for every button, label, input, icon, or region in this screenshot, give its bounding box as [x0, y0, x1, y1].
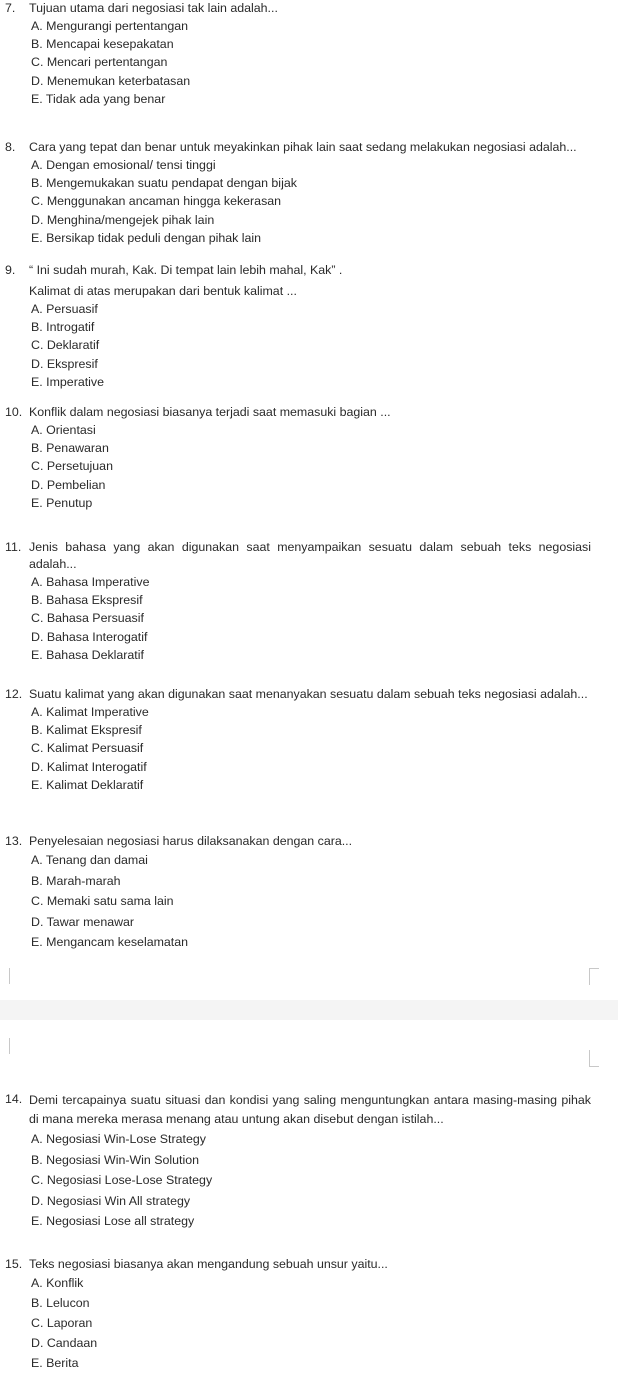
- option-e[interactable]: E. Bersikap tidak peduli dengan pihak lain: [31, 230, 262, 245]
- option-a[interactable]: A. Tenang dan damai: [31, 853, 148, 867]
- option-c[interactable]: C. Kalimat Persuasif: [31, 741, 144, 756]
- question-number: 11.: [5, 540, 22, 554]
- option-a[interactable]: A. Negosiasi Win-Lose Strategy: [31, 1132, 206, 1146]
- option-b[interactable]: B. Lelucon: [31, 1296, 90, 1310]
- option-list: [31, 156, 591, 247]
- question-number: 8.: [5, 140, 16, 154]
- option-a[interactable]: A. Bahasa Imperative: [31, 575, 150, 589]
- option-a[interactable]: A. Persuasif: [31, 302, 98, 316]
- question-14: [5, 1091, 591, 1232]
- option-a[interactable]: A. Orientasi: [31, 423, 96, 437]
- question-7: [5, 0, 591, 108]
- option-a[interactable]: A. Kalimat Imperative: [31, 705, 149, 719]
- question-text: Cara yang tepat dan benar untuk meyakinkan pihak lain saat sedang melakukan negosiasi adalah...: [29, 140, 577, 154]
- question-stem: [5, 0, 591, 17]
- question-stem: [5, 404, 591, 421]
- question-stem: [5, 686, 591, 703]
- option-e[interactable]: E. Penutup: [31, 495, 93, 510]
- option-c[interactable]: C. Mencari pertentangan: [31, 55, 168, 70]
- question-text: Tujuan utama dari negosiasi tak lain adalah...: [29, 1, 278, 15]
- question-9: [5, 262, 591, 391]
- option-b[interactable]: B. Kalimat Ekspresif: [31, 723, 142, 738]
- option-c[interactable]: C. Negosiasi Lose-Lose Strategy: [31, 1173, 213, 1187]
- crop-mark-bottom-left: [0, 1038, 10, 1054]
- option-c[interactable]: C. Menggunakan ancaman hingga kekerasan: [31, 194, 282, 209]
- option-c[interactable]: C. Bahasa Persuasif: [31, 611, 144, 626]
- option-list: [31, 1273, 591, 1373]
- option-d[interactable]: D. Kalimat Interogatif: [31, 759, 147, 774]
- option-d[interactable]: D. Bahasa Interogatif: [31, 629, 148, 644]
- option-e[interactable]: E. Mengancam keselamatan: [31, 935, 189, 949]
- question-number: 14.: [5, 1092, 23, 1106]
- question-stem: [5, 833, 591, 850]
- question-stem: [5, 539, 591, 573]
- option-d[interactable]: D. Tawar menawar: [31, 914, 135, 929]
- question-stem: [5, 1091, 591, 1129]
- option-c[interactable]: C. Persetujuan: [31, 459, 113, 474]
- option-d[interactable]: D. Candaan: [31, 1336, 98, 1350]
- question-text: Penyelesaian negosiasi harus dilaksanakan dengan cara...: [29, 834, 353, 848]
- option-d[interactable]: D. Menemukan keterbatasan: [31, 73, 191, 88]
- question-text: Teks negosiasi biasanya akan mengandung sebuah unsur yaitu...: [29, 1257, 388, 1271]
- question-number: 13.: [5, 834, 23, 848]
- option-d[interactable]: D. Pembelian: [31, 477, 106, 492]
- option-e[interactable]: E. Berita: [31, 1356, 79, 1370]
- option-d[interactable]: D. Negosiasi Win All strategy: [31, 1193, 191, 1208]
- option-a[interactable]: A. Dengan emosional/ tensi tinggi: [31, 158, 216, 172]
- question-8: [5, 139, 591, 247]
- option-list: [31, 1129, 591, 1232]
- option-list: [31, 573, 591, 664]
- question-number: 15.: [5, 1257, 23, 1271]
- option-list: [31, 703, 591, 794]
- option-a[interactable]: A. Konflik: [31, 1276, 84, 1290]
- question-number: 10.: [5, 405, 23, 419]
- question-number: 9.: [5, 263, 16, 277]
- question-12: [5, 686, 591, 794]
- option-e[interactable]: E. Bahasa Deklaratif: [31, 647, 144, 662]
- crop-mark-top-right: [589, 968, 599, 985]
- option-b[interactable]: B. Mencapai kesepakatan: [31, 37, 174, 52]
- option-e[interactable]: E. Negosiasi Lose all strategy: [31, 1214, 195, 1228]
- question-stem: [5, 139, 591, 156]
- question-10: [5, 404, 591, 512]
- option-b[interactable]: B. Mengemukakan suatu pendapat dengan bijak: [31, 176, 297, 191]
- option-list: [31, 300, 591, 391]
- page-break-band: [0, 1000, 618, 1020]
- option-e[interactable]: E. Tidak ada yang benar: [31, 91, 166, 106]
- option-list: [31, 421, 591, 512]
- question-11: [5, 539, 591, 664]
- option-b[interactable]: B. Negosiasi Win-Win Solution: [31, 1152, 200, 1167]
- crop-mark-top-left: [0, 968, 10, 984]
- question-text: Demi tercapainya suatu situasi dan kondisi yang saling menguntungkan antara masing-masing pihak di mana mereka merasa menang atau untung akan disebut dengan istilah...: [29, 1093, 591, 1126]
- question-text: Jenis bahasa yang akan digunakan saat menyampaikan sesuatu dalam sebuah teks negosiasi adalah...: [29, 540, 591, 571]
- option-e[interactable]: E. Kalimat Deklaratif: [31, 777, 144, 792]
- option-list: [31, 17, 591, 108]
- question-15: [5, 1256, 591, 1373]
- question-text: Konflik dalam negosiasi biasanya terjadi saat memasuki bagian ...: [29, 405, 391, 419]
- question-stem: [5, 262, 591, 279]
- option-b[interactable]: B. Introgatif: [31, 320, 95, 335]
- option-list: [31, 850, 591, 953]
- question-text: Suatu kalimat yang akan digunakan saat menanyakan sesuatu dalam sebuah teks negosiasi adalah...: [29, 687, 588, 701]
- question-text: “ Ini sudah murah, Kak. Di tempat lain lebih mahal, Kak” .: [29, 263, 343, 277]
- question-stem: [5, 1256, 591, 1273]
- option-d[interactable]: D. Menghina/mengejek pihak lain: [31, 212, 215, 227]
- option-d[interactable]: D. Ekspresif: [31, 356, 98, 371]
- option-b[interactable]: B. Marah-marah: [31, 873, 121, 888]
- option-c[interactable]: C. Deklaratif: [31, 338, 100, 353]
- question-13: [5, 833, 591, 953]
- option-e[interactable]: E. Imperative: [31, 374, 104, 389]
- option-b[interactable]: B. Penawaran: [31, 441, 109, 456]
- crop-mark-bottom-right: [589, 1050, 599, 1067]
- option-c[interactable]: C. Memaki satu sama lain: [31, 894, 174, 908]
- option-a[interactable]: A. Mengurangi pertentangan: [31, 19, 189, 33]
- question-number: 12.: [5, 687, 23, 701]
- option-c[interactable]: C. Laporan: [31, 1316, 93, 1330]
- option-b[interactable]: B. Bahasa Ekspresif: [31, 593, 143, 608]
- question-number: 7.: [5, 1, 16, 15]
- question-subtext: Kalimat di atas merupakan dari bentuk kalimat ...: [29, 284, 297, 298]
